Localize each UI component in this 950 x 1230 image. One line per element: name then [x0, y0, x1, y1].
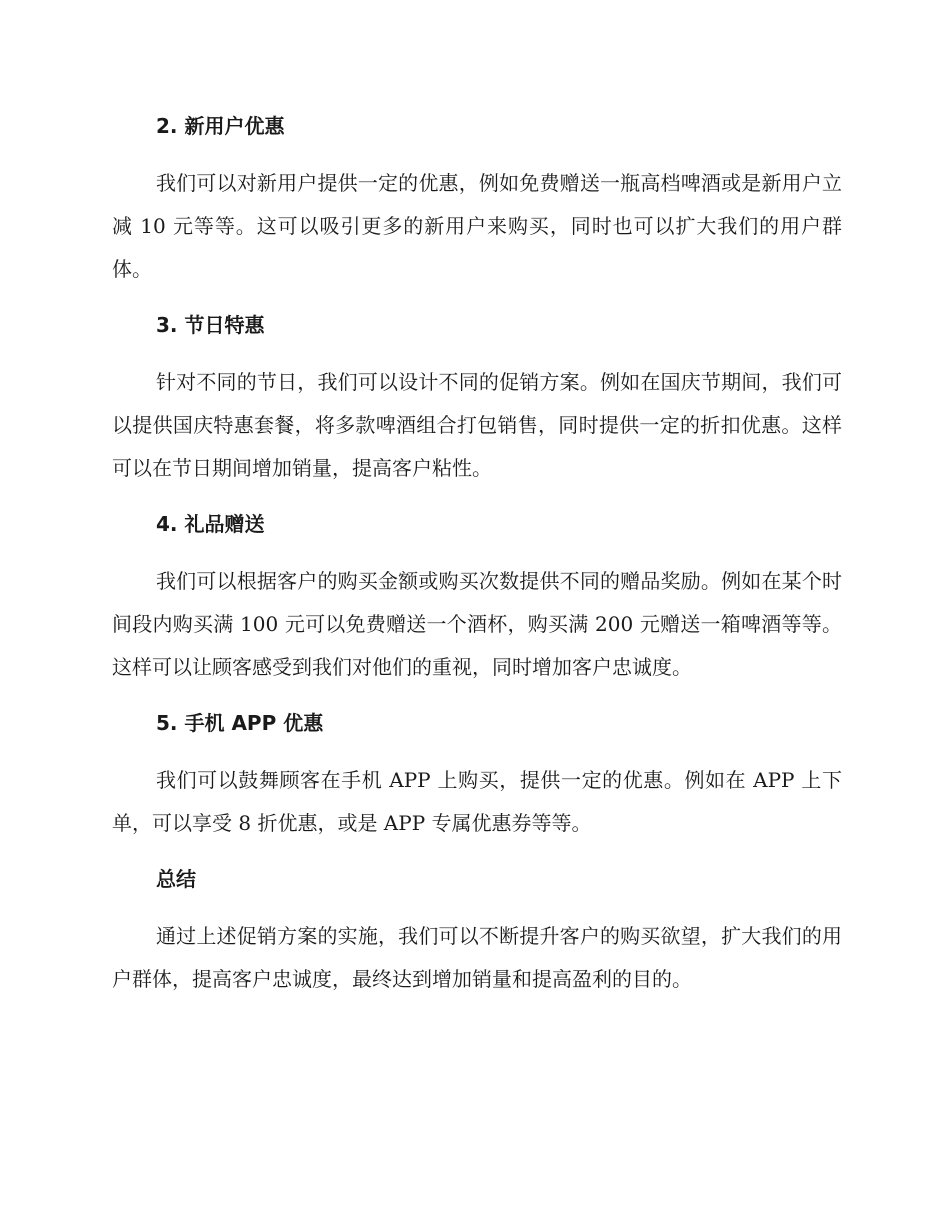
section-summary: [112, 861, 842, 1001]
section-paragraph: 我们可以根据客户的购买金额或购买次数提供不同的赠品奖励。例如在某个时间段内购买满 100 元可以免费赠送一个酒杯，购买满 200 元赠送一箱啤酒等等。这样可以让顾客感受到我们对他们的重视，同时增加客户忠诚度。: [112, 569, 842, 679]
section-paragraph: 针对不同的节日，我们可以设计不同的促销方案。例如在国庆节期间，我们可以提供国庆特惠套餐，将多款啤酒组合打包销售，同时提供一定的折扣优惠。这样可以在节日期间增加销量，提高客户粘性。: [112, 370, 842, 480]
section-heading: 4. 礼品赠送: [156, 512, 265, 536]
section-heading: 5. 手机 APP 优惠: [156, 711, 324, 735]
section-heading: 2. 新用户优惠: [156, 114, 285, 138]
section-paragraph: 我们可以鼓舞顾客在手机 APP 上购买，提供一定的优惠。例如在 APP 上下单，可以享受 8 折优惠，或是 APP 专属优惠券等等。: [112, 768, 842, 835]
section-holiday-special: [112, 307, 842, 490]
section-mobile-app-discount: [112, 705, 842, 845]
section-heading: 总结: [156, 867, 196, 891]
section-new-user-discount: [112, 108, 842, 291]
section-gift-giveaway: [112, 506, 842, 689]
section-paragraph: 我们可以对新用户提供一定的优惠，例如免费赠送一瓶高档啤酒或是新用户立减 10 元等等。这可以吸引更多的新用户来购买，同时也可以扩大我们的用户群体。: [112, 171, 842, 281]
section-heading: 3. 节日特惠: [156, 313, 265, 337]
section-paragraph: 通过上述促销方案的实施，我们可以不断提升客户的购买欲望，扩大我们的用户群体，提高客户忠诚度，最终达到增加销量和提高盈利的目的。: [112, 924, 842, 991]
document-body: [112, 108, 842, 1017]
